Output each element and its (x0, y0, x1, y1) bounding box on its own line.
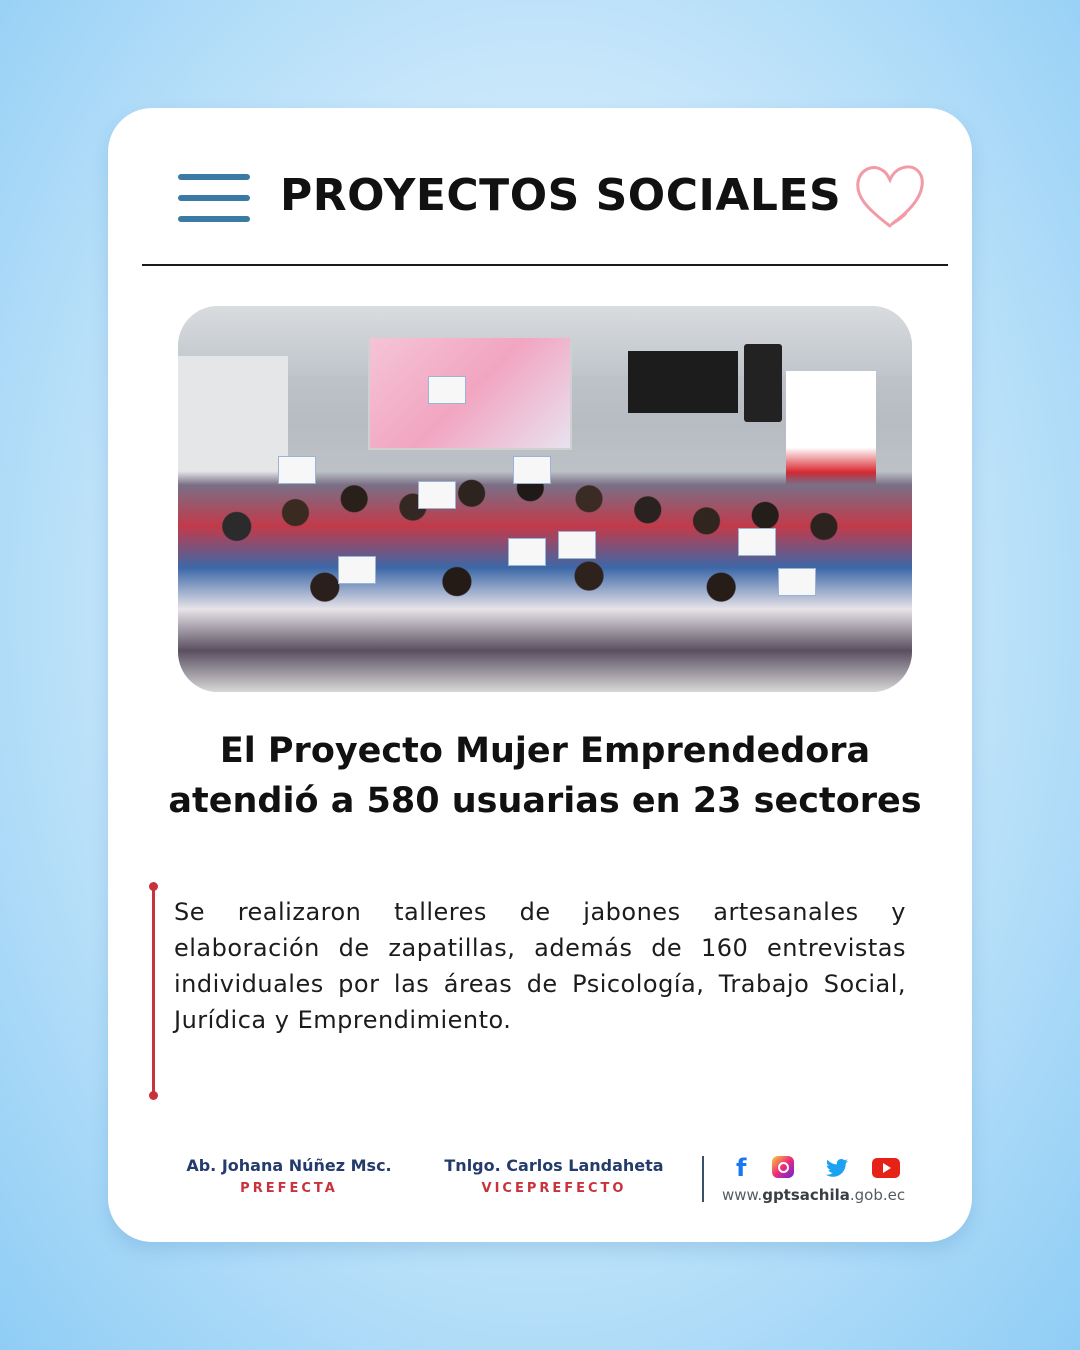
website-suffix: .gob.ec (849, 1186, 906, 1204)
signature-name: Tnlgo. Carlos Landaheta (444, 1156, 664, 1175)
signature-role: PREFECTA (240, 1181, 338, 1196)
footer-divider (702, 1156, 704, 1202)
twitter-icon[interactable] (824, 1156, 850, 1180)
heart-icon (852, 160, 928, 232)
group-photo (178, 306, 912, 692)
signature-role: VICEPREFECTO (481, 1181, 627, 1196)
page-title: PROYECTOS SOCIALES (280, 170, 842, 221)
signature-prefecta (164, 1156, 414, 1196)
website-domain: gptsachila (762, 1186, 850, 1204)
signature-viceprefecto (434, 1156, 674, 1196)
instagram-icon[interactable] (772, 1156, 794, 1178)
social-links (732, 1156, 912, 1182)
website-prefix: www. (722, 1186, 763, 1204)
header-divider (142, 264, 948, 266)
headline: El Proyecto Mujer Emprendedora atendió a 580 usuarias en 23 sectores (168, 731, 922, 821)
website-link[interactable] (722, 1186, 922, 1204)
quote-bar (152, 886, 155, 1096)
post-card (108, 108, 972, 1242)
facebook-icon[interactable]: f (736, 1154, 747, 1182)
menu-icon[interactable] (178, 172, 250, 224)
youtube-icon[interactable] (872, 1158, 900, 1178)
body-paragraph: Se realizaron talleres de jabones artesanales y elaboración de zapatillas, además de 160 entrevistas individuales por las áreas de Psicología, Trabajo Social, Jurídica y Emprendimiento. (174, 898, 906, 1034)
signature-name: Ab. Johana Núñez Msc. (186, 1156, 392, 1175)
